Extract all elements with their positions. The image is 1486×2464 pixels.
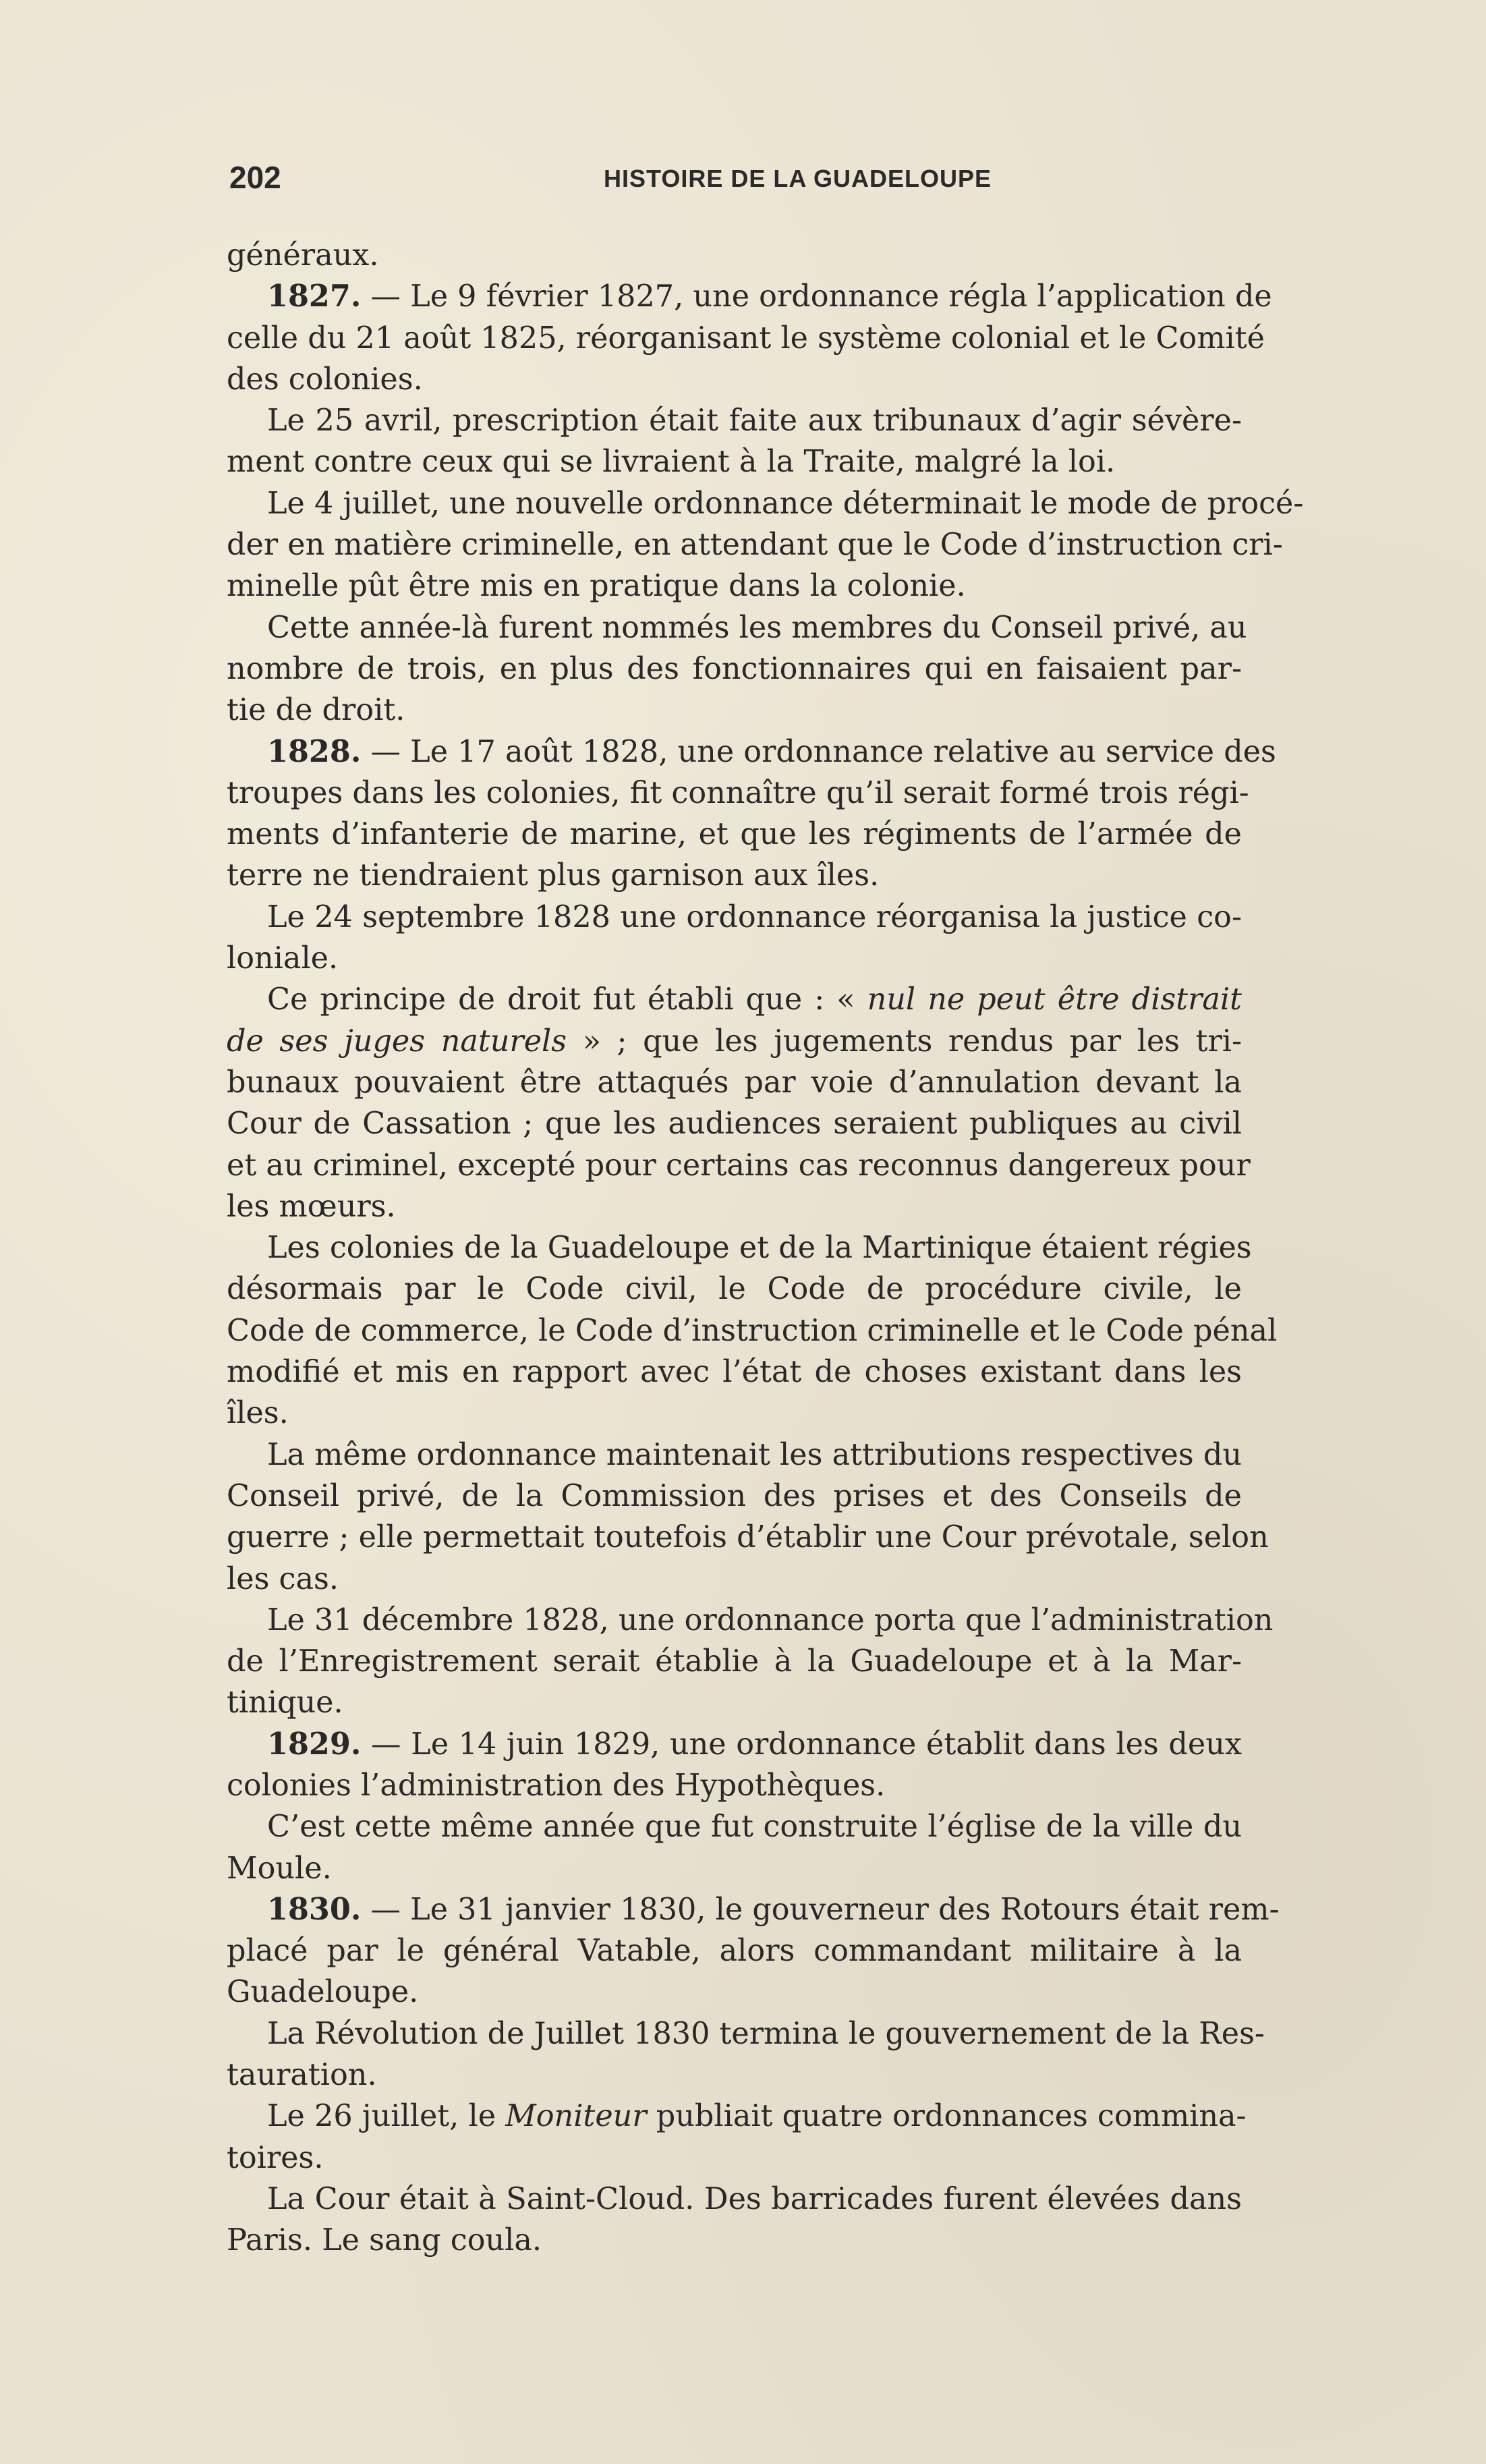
- text-line: [227, 1971, 1242, 2013]
- year-heading: 1829.: [267, 1726, 362, 1762]
- line-text: Le 26 juillet, le: [267, 2099, 506, 2134]
- text-line: [227, 1848, 1242, 1889]
- year-heading: 1830.: [267, 1891, 362, 1927]
- text-line: [227, 1806, 1242, 1847]
- text-line: [227, 1310, 1278, 1351]
- text-line: [227, 2179, 1242, 2220]
- year-heading: 1827.: [267, 279, 362, 314]
- text-line: [227, 1889, 1280, 1930]
- line-text: ment contre ceux qui se livraient à la Traite, malgré la loi.: [227, 445, 1116, 480]
- line-text: troupes dans les colonies, fit connaître qu’il serait formé trois régi-: [227, 775, 1249, 810]
- italic-text: de ses juges naturels: [227, 1024, 567, 1059]
- line-text: La Révolution de Juillet 1830 termina le gouvernement de la Res-: [267, 2016, 1265, 2051]
- line-text: et au criminel, excepté pour certains cas reconnus dangereux pour: [227, 1148, 1251, 1183]
- text-line: [227, 731, 1276, 773]
- line-text: des colonies.: [227, 362, 423, 397]
- italic-text: nul ne peut être distrait: [867, 982, 1242, 1017]
- text-line: [227, 1393, 1242, 1434]
- text-line: [227, 2096, 1247, 2137]
- text-line: [227, 400, 1242, 441]
- text-line: [227, 1517, 1269, 1558]
- line-text: der en matière criminelle, en attendant que le Code d’instruction cri-: [227, 528, 1283, 563]
- line-text: les cas.: [227, 1561, 339, 1596]
- page-number: 202: [229, 160, 281, 195]
- text-line: [227, 2220, 1242, 2261]
- text-line: [227, 897, 1242, 938]
- line-text: minelle pût être mis en pratique dans la colonie.: [227, 569, 966, 604]
- line-text: La même ordonnance maintenait les attributions respectives du: [267, 1437, 1242, 1472]
- text-line: [227, 318, 1265, 359]
- text-line: [227, 1268, 1242, 1310]
- line-text: modifié et mis en rapport avec l’état de choses existant dans les: [227, 1355, 1242, 1390]
- text-line: [227, 1476, 1242, 1517]
- text-line: [227, 1682, 1242, 1723]
- line-text: publiait quatre ordonnances commina-: [646, 2099, 1247, 2134]
- line-text: — Le 9 février 1827, une ordonnance régla l’application de: [361, 279, 1272, 314]
- line-text: Le 4 juillet, une nouvelle ordonnance déterminait le mode de procé-: [267, 486, 1304, 521]
- text-line: [227, 979, 1242, 1020]
- line-text: guerre ; elle permettait toutefois d’établir une Cour prévotale, selon: [227, 1520, 1269, 1555]
- text-line: [227, 1765, 1242, 1806]
- line-text: celle du 21 août 1825, réorganisant le système colonial et le Comité: [227, 320, 1265, 356]
- line-text: ments d’infanterie de marine, et que les régiments de l’armée de: [227, 817, 1242, 852]
- line-text: Ce principe de droit fut établi que : «: [267, 982, 867, 1017]
- line-text: — Le 31 janvier 1830, le gouverneur des Rotours était rem-: [361, 1892, 1280, 1927]
- line-text: Le 31 décembre 1828, une ordonnance porta que l’administration: [267, 1602, 1274, 1637]
- line-text: Guadeloupe.: [227, 1975, 419, 2010]
- text-line: [227, 938, 1242, 979]
- text-line: [227, 607, 1247, 648]
- line-text: îles.: [227, 1396, 289, 1431]
- line-text: bunaux pouvaient être attaqués par voie d’annulation devant la: [227, 1065, 1242, 1100]
- line-text: de l’Enregistrement serait établie à la Guadeloupe et à la Mar-: [227, 1644, 1242, 1679]
- text-line: [227, 1351, 1242, 1393]
- line-text: — Le 14 juin 1829, une ordonnance établit dans les deux: [361, 1727, 1242, 1762]
- text-line: [227, 1559, 1242, 1600]
- line-text: loniale.: [227, 941, 339, 976]
- line-text: tauration.: [227, 2058, 377, 2093]
- text-line: [227, 235, 1242, 276]
- text-line: [227, 483, 1304, 524]
- line-text: généraux.: [227, 238, 379, 273]
- line-text: toires.: [227, 2140, 324, 2175]
- text-line: [227, 2013, 1265, 2054]
- line-text: nombre de trois, en plus des fonctionnaires qui en faisaient par-: [227, 651, 1242, 686]
- line-text: La Cour était à Saint-Cloud. Des barricades furent élevées dans: [267, 2181, 1242, 2216]
- body-text: [227, 235, 1304, 2262]
- text-line: [227, 1930, 1242, 1971]
- line-text: Cette année-là furent nommés les membres du Conseil privé, au: [267, 610, 1247, 645]
- text-line: [227, 1641, 1242, 1682]
- text-line: [227, 1103, 1242, 1144]
- line-text: Code de commerce, le Code d’instruction criminelle et le Code pénal: [227, 1313, 1278, 1348]
- text-line: [227, 524, 1283, 565]
- text-line: [227, 276, 1272, 317]
- line-text: C’est cette même année que fut construite l’église de la ville du: [267, 1810, 1242, 1845]
- page-header: [229, 159, 1241, 200]
- line-text: Les colonies de la Guadeloupe et de la Martinique étaient régies: [267, 1231, 1252, 1266]
- text-line: [227, 1186, 1242, 1227]
- line-text: tie de droit.: [227, 693, 405, 728]
- text-line: [227, 648, 1242, 690]
- running-head: HISTOIRE DE LA GUADELOUPE: [604, 165, 992, 192]
- text-line: [227, 855, 1242, 896]
- text-line: [227, 690, 1242, 731]
- text-line: [227, 1145, 1251, 1186]
- text-line: [227, 1600, 1274, 1641]
- line-text: Cour de Cassation ; que les audiences seraient publiques au civil: [227, 1107, 1242, 1142]
- text-line: [227, 359, 1242, 400]
- text-line: [227, 1227, 1252, 1268]
- line-text: » ; que les jugements rendus par les tri-: [567, 1024, 1242, 1059]
- line-text: Moule.: [227, 1851, 332, 1886]
- text-line: [227, 1434, 1242, 1476]
- line-text: — Le 17 août 1828, une ordonnance relative au service des: [361, 734, 1276, 769]
- line-text: désormais par le Code civil, le Code de procédure civile, le: [227, 1272, 1242, 1307]
- text-line: [227, 814, 1242, 855]
- line-text: Le 24 septembre 1828 une ordonnance réorganisa la justice co-: [267, 899, 1242, 934]
- line-text: Le 25 avril, prescription était faite aux tribunaux d’agir sévère-: [267, 403, 1242, 439]
- text-line: [227, 1724, 1242, 1765]
- line-text: Paris. Le sang coula.: [227, 2223, 542, 2258]
- text-line: [227, 1021, 1242, 1062]
- line-text: les mœurs.: [227, 1189, 396, 1224]
- line-text: colonies l’administration des Hypothèques.: [227, 1768, 886, 1803]
- text-line: [227, 773, 1249, 814]
- text-line: [227, 565, 1242, 607]
- text-line: [227, 441, 1242, 482]
- text-line: [227, 2137, 1242, 2179]
- text-line: [227, 1062, 1242, 1103]
- year-heading: 1828.: [267, 733, 362, 769]
- italic-text: Moniteur: [505, 2099, 647, 2134]
- text-line: [227, 2054, 1242, 2096]
- line-text: tinique.: [227, 1685, 343, 1720]
- line-text: terre ne tiendraient plus garnison aux îles.: [227, 858, 880, 893]
- line-text: placé par le général Vatable, alors commandant militaire à la: [227, 1934, 1242, 1969]
- line-text: Conseil privé, de la Commission des prises et des Conseils de: [227, 1478, 1242, 1513]
